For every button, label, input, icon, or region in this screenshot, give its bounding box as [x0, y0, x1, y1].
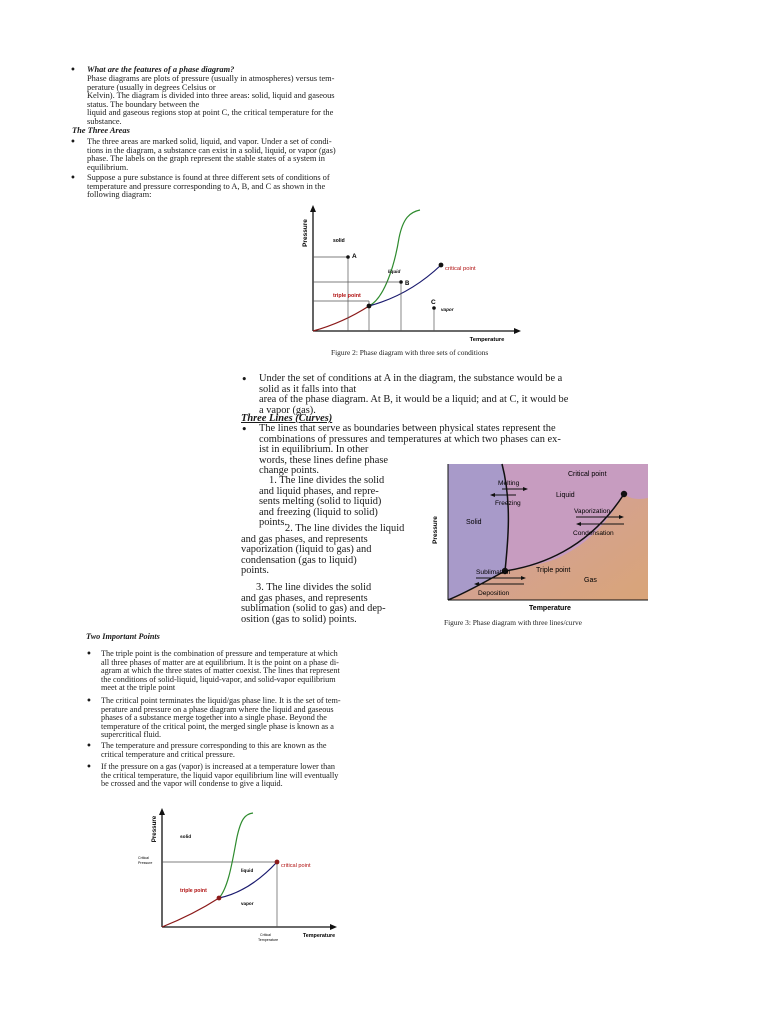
heading-three-areas: The Three Areas: [72, 126, 130, 135]
label-vapor: vapor: [441, 307, 454, 312]
paragraph-critical-point: The critical point terminates the liquid/gas phase line. It is the set of tem- perature and pressure on a phase diagram where the liquid and gaseous phases of a substance merge together into a single phase. Beyond the temperature of the critical point, the merged single phase is known as a supercritical fluid.: [101, 696, 341, 740]
label-solid: Solid: [466, 519, 482, 526]
y-axis-arrow: [159, 808, 165, 815]
label-critical-point: critical point: [445, 266, 476, 272]
solid-liquid-curve: [369, 210, 420, 306]
heading-three-lines: Three Lines (Curves): [241, 413, 333, 424]
triple-point-marker: [217, 896, 222, 901]
x-axis-label: Temperature: [469, 337, 505, 343]
x-axis-arrow: [330, 924, 337, 930]
paragraph-suppose: Suppose a pure substance is found at three different sets of conditions of temperature and pressure corresponding to A, B, and C as shown in the following diagram:: [87, 173, 330, 200]
label-sublimation: Sublimation: [476, 569, 511, 576]
paragraph-three-areas: The three areas are marked solid, liquid, and vapor. Under a set of condi- tions in the diagram, a substance can exist in a solid, liquid, or vapor (gas) phase. The labels on the graph represent the stable states of a system in equilibrium.: [87, 137, 336, 172]
paragraph-lines-narrow: ist in equilibrium. In other words, these lines define phase change points.: [259, 444, 388, 477]
list-item-line-3: 3. The line divides the solid and gas phases, and represents sublimation (solid to gas) and dep- osition (gas to solid) points.: [241, 582, 386, 625]
x-axis-label: Temperature: [302, 933, 336, 939]
label-liquid: Liquid: [556, 492, 575, 499]
paragraph-pressure-gas: If the pressure on a gas (vapor) is increased at a temperature lower than the critical temperature, the liquid vapor equilibrium line will eventually be crossed and the vapor will condense to give a liquid.: [101, 762, 339, 789]
bullet-dot: •: [241, 423, 248, 436]
heading-two-points: Two Important Points: [86, 632, 160, 641]
label-triple-point: Triple point: [536, 567, 571, 574]
point-b-marker: [399, 280, 403, 284]
bullet-dot: •: [70, 173, 76, 184]
label-point-c: C: [431, 299, 436, 306]
figure-2-caption: Figure 2: Phase diagram with three sets of conditions: [331, 348, 489, 357]
bullet-dot: •: [241, 373, 248, 386]
bullet-dot: •: [86, 741, 92, 752]
paragraph-critical-temperature: The temperature and pressure corresponding to this are known as the critical temperature and critical pressure.: [101, 741, 327, 759]
y-axis-label: Pressure: [302, 219, 309, 247]
label-liquid: liquid: [388, 269, 401, 274]
solid-gas-curve: [313, 306, 369, 331]
critical-point-marker: [275, 860, 280, 865]
figure-2-phase-diagram: [295, 203, 525, 345]
label-solid: solid: [333, 238, 345, 244]
paragraph-lines-top: The lines that serve as boundaries between physical states represent the combinations of pressures and temperatures at which two phases can ex-: [259, 423, 561, 445]
label-melting: Melting: [498, 480, 520, 487]
point-c-marker: [432, 306, 436, 310]
solid-gas-curve: [162, 898, 219, 927]
x-axis-arrow: [514, 328, 521, 334]
bullet-dot: •: [70, 137, 76, 148]
label-critical-point: Critical point: [568, 471, 607, 478]
point-a-marker: [346, 255, 350, 259]
figure-4-phase-diagram: [137, 807, 347, 947]
intro-paragraph: Phase diagrams are plots of pressure (usually in atmospheres) versus tem- perature (usually in degrees Celsius or Kelvin). The diagram is divided into three areas: solid, liquid and gaseous status. The boundary between the liquid and gaseous regions stop at point C, the critical temperature for the substance.: [87, 74, 335, 126]
label-vaporization: Vaporization: [574, 508, 611, 515]
label-gas: Gas: [584, 577, 597, 584]
label-critical-temperature-2: Temperature: [258, 938, 279, 942]
label-critical-point: critical point: [281, 863, 311, 869]
bullet-dot: •: [70, 65, 76, 76]
label-deposition: Deposition: [478, 590, 510, 597]
label-solid: solid: [180, 835, 192, 840]
solid-liquid-curve: [219, 813, 253, 898]
label-condensation: Condensation: [573, 530, 614, 537]
label-critical-temperature-1: Critical: [260, 933, 271, 937]
figure-3-caption: Figure 3: Phase diagram with three lines/curve: [444, 618, 582, 627]
critical-point-marker: [439, 263, 444, 268]
bullet-dot: •: [86, 649, 92, 660]
label-critical-pressure-2: Pressure: [138, 861, 153, 865]
label-point-a: A: [352, 253, 357, 260]
figure-3-phase-diagram: [428, 462, 653, 614]
bullet-dot: •: [86, 762, 92, 773]
y-axis-label: Pressure: [151, 815, 158, 843]
label-critical-pressure-1: Critical: [138, 856, 149, 860]
label-liquid: liquid: [241, 868, 254, 873]
label-triple-point: triple point: [333, 293, 361, 299]
question-heading: What are the features of a phase diagram?: [87, 65, 235, 74]
critical-point-marker: [621, 491, 627, 497]
list-item-line-2: 2. The line divides the liquid and gas phases, and represents vaporization (liquid to gas) and condensation (gas to liquid) points.: [241, 523, 405, 577]
x-axis-label: Temperature: [529, 605, 571, 612]
label-freezing: Freezing: [495, 500, 521, 507]
triple-point-marker: [367, 304, 372, 309]
label-triple-point: triple point: [180, 888, 207, 894]
y-axis-arrow: [310, 205, 316, 212]
y-axis-label: Pressure: [432, 516, 439, 544]
paragraph-conditions: Under the set of conditions at A in the diagram, the substance would be a solid as it falls into that area of the phase diagram. At B, it would be a liquid; and at C, it would be a vapor (gas).: [259, 373, 569, 416]
label-point-b: B: [405, 281, 410, 287]
label-vapor: vapor: [241, 901, 254, 906]
list-item-line-1: 1. The line divides the solid and liquid phases, and repre- sents melting (solid to liquid) and freezing (liquid to solid) points.: [259, 475, 385, 529]
bullet-dot: •: [86, 696, 92, 707]
paragraph-triple-point: The triple point is the combination of pressure and temperature at which all three phases of matter are at equilibrium. It is the point on a phase di- agram at which the three states of matter coexist. The lines that represent the conditions of solid-liquid, liquid-vapor, and solid-vapor equilibrium meet at the triple point: [101, 649, 340, 693]
